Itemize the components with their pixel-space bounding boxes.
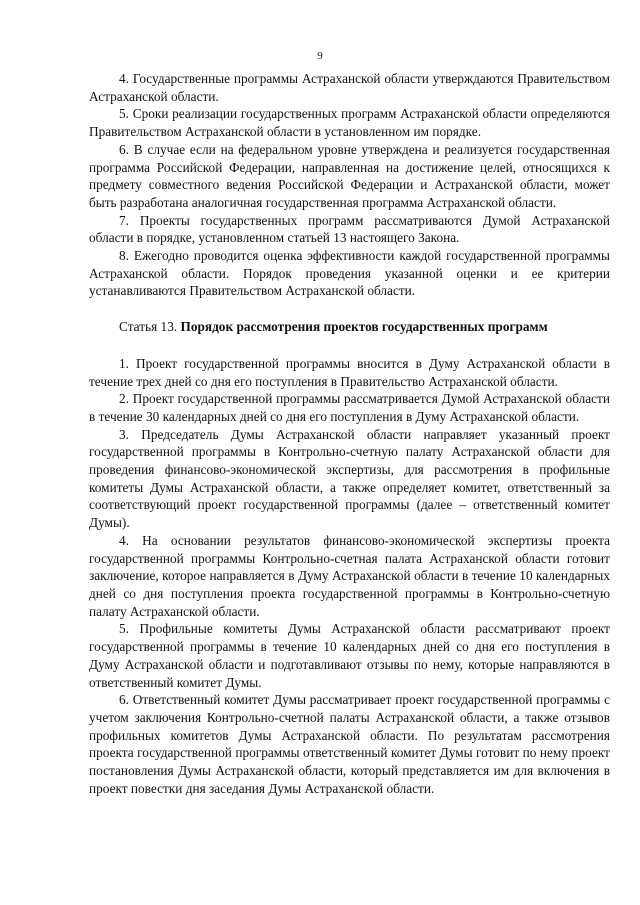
article-paragraph-6: 6. Ответственный комитет Думы рассматривает проект государственной программы с учетом заключения Контрольно-счетной палаты Астраханской области, а также отзывов профильных комитетов Думы Астраханской области. По результатам рассмотрения проекта государственной программы ответственный комитет Думы готовит по нему проект постановления Думы Астраханской области, который представляется им для включения в проект повестки дня заседания Думы Астраханской области. xyxy=(89,692,610,796)
page-number: 9 xyxy=(317,50,323,62)
article-paragraph-1: 1. Проект государственной программы вносится в Думу Астраханской области в течение трех дней со дня его поступления в Правительство Астраханской области. xyxy=(89,355,610,389)
article-heading xyxy=(89,318,610,336)
paragraph-item-8: 8. Ежегодно проводится оценка эффективности каждой государственной программы Астраханской области. Порядок проведения указанной оценки и ее критерии устанавливаются Правительством Астраханской области. xyxy=(89,248,610,299)
article-title: Порядок рассмотрения проектов государственных программ xyxy=(180,319,548,335)
article-paragraph-5: 5. Профильные комитеты Думы Астраханской области рассматривают проект государственной программы в течение 10 календарных дней со дня его поступления в Думу Астраханской области и подготавливают отзывы по нему, которые направляются в ответственный комитет Думы. xyxy=(89,621,610,690)
article-paragraph-3: 3. Председатель Думы Астраханской области направляет указанный проект государственной программы в Контрольно-счетную палату Астраханской области для проведения финансово-экономической экспертизы, для рассмотрения в профильные комитеты Думы Астраханской области, а также определяет комитет, ответственный за соответствующий проект государственной программы (далее – ответственный комитет Думы). xyxy=(89,426,610,531)
article-paragraph-2: 2. Проект государственной программы рассматривается Думой Астраханской области в течение 30 календарных дней со дня его поступления в Думу Астраханской области. xyxy=(89,391,610,424)
paragraph-item-4: 4. Государственные программы Астраханской области утверждаются Правительством Астраханской области. xyxy=(89,71,610,104)
paragraph-item-6: 6. В случае если на федеральном уровне утверждена и реализуется государственная программа Российской Федерации, направленная на достижение целей, относящихся к предмету совместного ведения Российской Федерации и Астраханской области, может быть разработана аналогичная государственная программа Астраханской области. xyxy=(89,141,610,210)
article-paragraph-4: 4. На основании результатов финансово-экономической экспертизы проекта государственной программы Контрольно-счетная палата Астраханской области готовит заключение, которое направляется в Думу Астраханской области в течение 10 календарных дней со дня поступления проекта государственной программы в Контрольно-счетную палату Астраханской области. xyxy=(89,532,610,619)
article-number: Статья 13. xyxy=(119,319,181,335)
paragraph-item-5: 5. Сроки реализации государственных программ Астраханской области определяются Правительством Астраханской области в установленном им порядке. xyxy=(89,106,610,140)
paragraph-item-7: 7. Проекты государственных программ рассматриваются Думой Астраханской области в порядке, установленном статьей 13 настоящего Закона. xyxy=(89,212,610,246)
document-body xyxy=(89,70,610,797)
